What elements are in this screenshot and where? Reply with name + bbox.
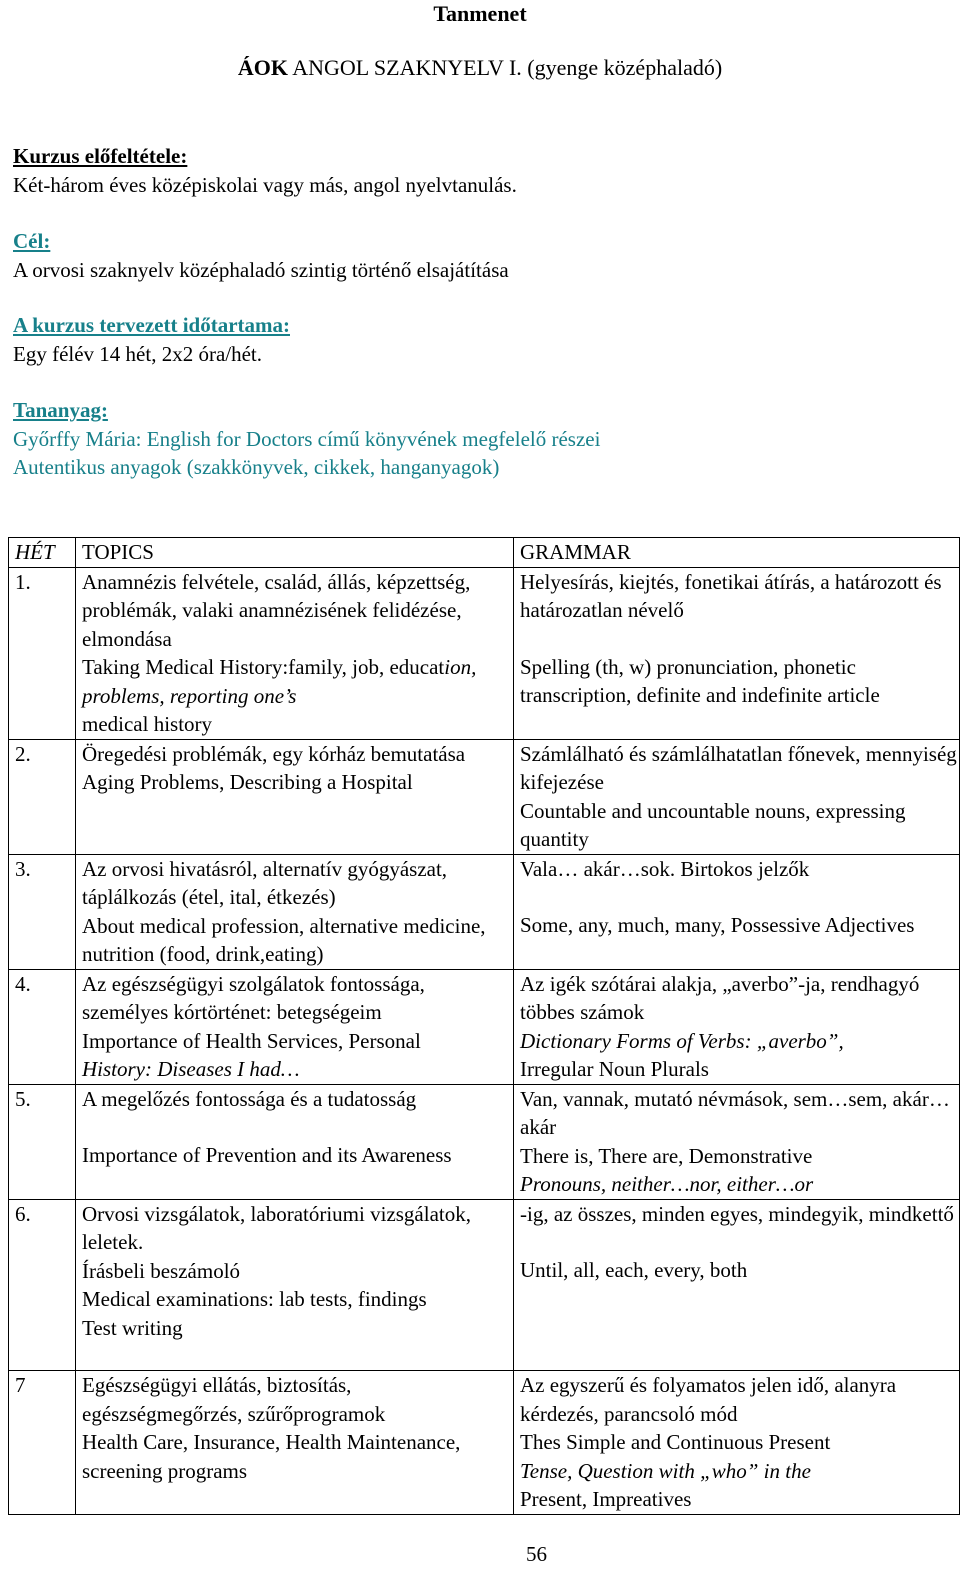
- header-week: HÉT: [9, 538, 76, 568]
- section-duration: [13, 311, 943, 368]
- grammar-en-italic: Dictionary Forms of Verbs: „averbo”,: [520, 1028, 844, 1053]
- grammar-cell: [514, 567, 960, 739]
- week-number: 6.: [9, 1199, 76, 1371]
- topic-en: Importance of Prevention and its Awareness: [82, 1143, 452, 1167]
- grammar-en: Thes Simple and Continuous Present: [520, 1430, 831, 1454]
- grammar-en: Until, all, each, every, both: [520, 1258, 748, 1282]
- topic-cell: [76, 1084, 514, 1199]
- grammar-cell: [514, 1084, 960, 1199]
- topic-en-italic: History: Diseases I had…: [82, 1057, 300, 1081]
- topic-cell: [76, 739, 514, 854]
- topic-en-2: Test writing: [82, 1315, 183, 1340]
- duration-text: Egy félév 14 hét, 2x2 óra/hét.: [13, 341, 263, 366]
- grammar-cell: [514, 1199, 960, 1371]
- topic-cell: [76, 1199, 514, 1371]
- subtitle-prefix: ÁOK: [237, 55, 288, 80]
- grammar-en-italic: Pronouns, neither…nor, either…or: [520, 1172, 814, 1196]
- topic-hu: Orvosi vizsgálatok, laboratóriumi vizsgálatok, leletek.: [82, 1201, 471, 1254]
- week-number: 1.: [9, 567, 76, 739]
- topic-hu: Az egészségügyi szolgálatok fontossága, személyes kórtörténet: betegségeim: [82, 971, 425, 1024]
- topic-en-tail: medical history: [82, 712, 213, 736]
- topic-hu: Anamnézis felvétele, család, állás, képzettség, problémák, valaki anamnézisének felidézése, elmondása: [82, 569, 471, 651]
- week-number: 2.: [9, 739, 76, 854]
- prerequisite-heading: Kurzus előfeltétele:: [13, 144, 188, 168]
- grammar-en: Countable and uncountable nouns, expressing quantity: [520, 798, 906, 851]
- grammar-en: There is, There are, Demonstrative: [520, 1143, 813, 1168]
- topic-cell: [76, 969, 514, 1084]
- topic-cell: [76, 1371, 514, 1515]
- grammar-en-italic: Tense, Question with „who” in the: [520, 1458, 811, 1483]
- table-row: [9, 567, 960, 739]
- section-material: [13, 396, 943, 482]
- week-number: 4.: [9, 969, 76, 1084]
- grammar-hu: Az igék szótárai alakja, „averbo”-ja, rendhagyó többes számok: [520, 971, 920, 1024]
- grammar-hu: Vala… akár…sok. Birtokos jelzők: [520, 856, 810, 881]
- grammar-hu: Az egyszerű és folyamatos jelen idő, alanyra kérdezés, parancsoló mód: [520, 1373, 897, 1426]
- topic-en: About medical profession, alternative medicine, nutrition (food, drink,eating): [82, 913, 486, 966]
- goal-text: A orvosi szaknyelv középhaladó szintig történő elsajátítása: [13, 257, 509, 282]
- topic-hu: A megelőzés fontossága és a tudatosság: [82, 1086, 417, 1111]
- material-heading: Tananyag:: [13, 398, 108, 422]
- goal-heading: Cél:: [13, 229, 51, 253]
- syllabus-table: [8, 537, 960, 1515]
- topic-hu: Öregedési problémák, egy kórház bemutatása: [82, 741, 466, 766]
- section-goal: [13, 227, 943, 284]
- table-row: [9, 969, 960, 1084]
- page-number: 56: [526, 1542, 547, 1566]
- section-prerequisite: [13, 142, 943, 199]
- grammar-hu: Számlálható és számlálhatatlan főnevek, mennyiség kifejezése: [520, 741, 957, 794]
- grammar-hu: Helyesírás, kiejtés, fonetikai átírás, a határozott és határozatlan névelő: [520, 569, 942, 622]
- grammar-cell: [514, 969, 960, 1084]
- duration-heading: A kurzus tervezett időtartama:: [13, 313, 290, 337]
- subtitle-rest: ANGOL SZAKNYELV I. (gyenge középhaladó): [287, 55, 723, 80]
- page-title: Tanmenet: [433, 1, 527, 26]
- topic-en: Importance of Health Services, Personal: [82, 1028, 421, 1053]
- topic-en: Health Care, Insurance, Health Maintenance, screening programs: [82, 1430, 461, 1483]
- grammar-cell: [514, 1371, 960, 1515]
- grammar-en: Irregular Noun Plurals: [520, 1057, 709, 1081]
- material-line-2: Autentikus anyagok (szakkönyvek, cikkek, hanganyagok): [13, 455, 500, 479]
- header-topics: TOPICS: [76, 538, 514, 568]
- table-row: [9, 1371, 960, 1515]
- topic-en: [82, 653, 513, 710]
- grammar-cell: [514, 854, 960, 969]
- topic-en-part: educat: [389, 655, 445, 679]
- grammar-en: Spelling (th, w) pronunciation, phonetic transcription, definite and indefinite article: [520, 654, 880, 707]
- grammar-hu: Van, vannak, mutató névmások, sem…sem, akár…akár: [520, 1086, 950, 1139]
- topic-hu: Az orvosi hivatásról, alternatív gyógyászat, táplálkozás (étel, ital, étkezés): [82, 856, 448, 909]
- topic-en-italic: ion, problems, reporting one’s: [82, 655, 477, 708]
- grammar-en: Some, any, much, many, Possessive Adjectives: [520, 913, 915, 937]
- week-number: 5.: [9, 1084, 76, 1199]
- topic-cell: [76, 567, 514, 739]
- header-grammar: GRAMMAR: [514, 538, 960, 568]
- topic-cell: [76, 854, 514, 969]
- week-number: 7: [9, 1371, 76, 1515]
- topic-hu-2: Írásbeli beszámoló: [82, 1258, 241, 1283]
- grammar-hu: -ig, az összes, minden egyes, mindegyik, mindkettő: [520, 1201, 954, 1226]
- topic-en-part: Taking Medical History:family, job,: [82, 655, 390, 679]
- topic-en: Aging Problems, Describing a Hospital: [82, 770, 413, 794]
- material-line-1: Győrffy Mária: English for Doctors című könyvének megfelelő részei: [13, 426, 601, 451]
- topic-hu: Egészségügyi ellátás, biztosítás, egészségmegőrzés, szűrőprogramok: [82, 1373, 386, 1426]
- grammar-en-2: Present, Impreatives: [520, 1487, 692, 1511]
- table-header-row: [9, 538, 960, 568]
- topic-en: Medical examinations: lab tests, findings: [82, 1287, 427, 1311]
- table-row: [9, 1084, 960, 1199]
- table-row: [9, 854, 960, 969]
- table-row: [9, 739, 960, 854]
- week-number: 3.: [9, 854, 76, 969]
- grammar-cell: [514, 739, 960, 854]
- prerequisite-text: Két-három éves középiskolai vagy más, angol nyelvtanulás.: [13, 172, 517, 197]
- table-row: [9, 1199, 960, 1371]
- course-subtitle: [0, 54, 960, 83]
